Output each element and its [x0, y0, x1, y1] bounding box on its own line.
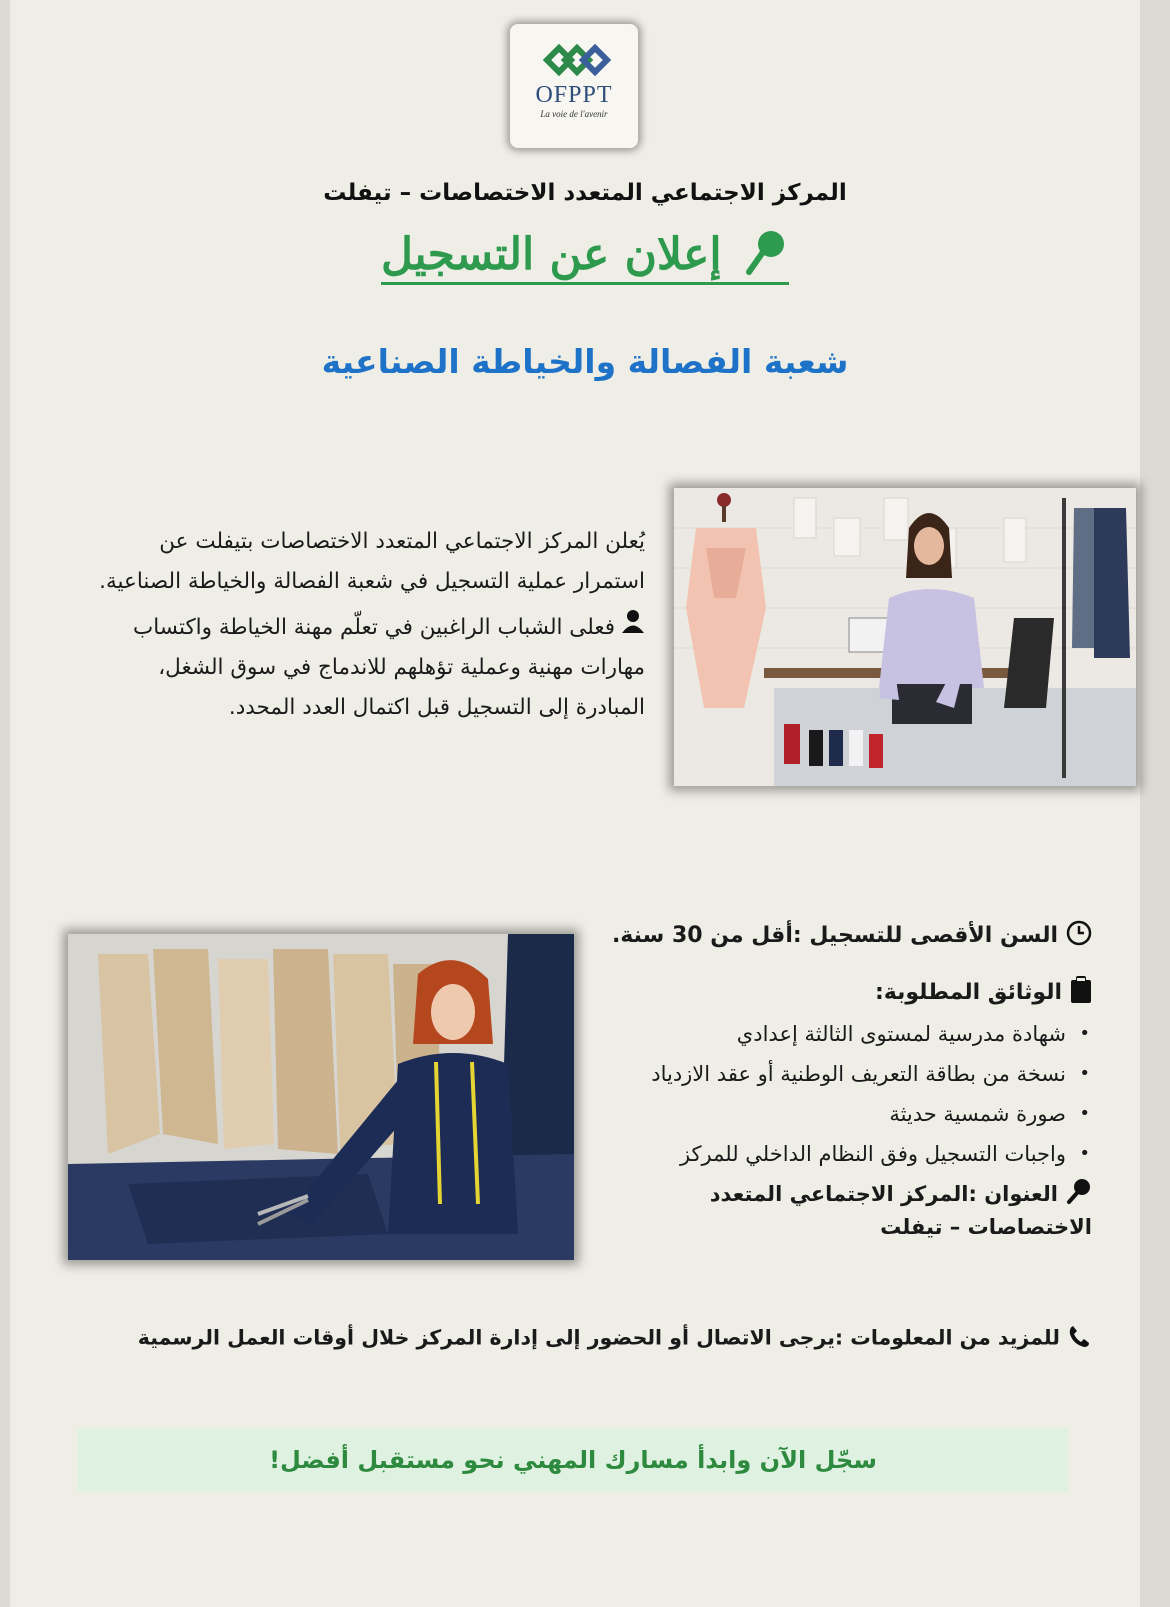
registration-details [600, 920, 1092, 1242]
document-item: • واجبات التسجيل وفق النظام الداخلي للمركز [600, 1134, 1066, 1174]
documents-list [600, 1014, 1092, 1174]
person-icon [621, 608, 645, 648]
clock-icon [1066, 920, 1092, 952]
intro-text [95, 522, 645, 734]
phone-icon [1068, 1324, 1090, 1353]
announcement-title [0, 228, 1170, 287]
branch-title: شعبة الفصالة والخياطة الصناعية [321, 342, 849, 381]
logo-name: OFPPT [535, 82, 613, 108]
photo-cutting-fabric [68, 934, 574, 1260]
document-item: • شهادة مدرسية لمستوى الثالثة إعدادي [600, 1014, 1066, 1054]
documents-heading: الوثائق المطلوبة: [600, 976, 1092, 1010]
ofppt-logo [510, 24, 638, 148]
center-name: المركز الاجتماعي المتعدد الاختصاصات – تيفلت [323, 180, 847, 206]
intro-paragraph-2: فعلى الشباب الراغبين في تعلّم مهنة الخياطة واكتساب مهارات مهنية وعملية تؤهلهم للاندماج في سوق الشغل، المبادرة إلى التسجيل قبل اكتمال العدد المحدد. [95, 608, 645, 728]
logo-tagline: La voie de l'avenir [540, 109, 608, 119]
more-info: للمزيد من المعلومات :يرجى الاتصال أو الحضور إلى إدارة المركز خلال أوقات العمل الرسمية [110, 1324, 1090, 1353]
photo-tailor-mannequin [674, 488, 1136, 786]
document-item: • نسخة من بطاقة التعريف الوطنية أو عقد الازدياد [600, 1054, 1066, 1094]
pin-icon [1066, 1178, 1092, 1212]
clipboard-icon [1070, 976, 1092, 1010]
call-to-action-banner: سجّل الآن وابدأ مسارك المهني نحو مستقبل أفضل! [78, 1428, 1068, 1492]
pin-icon [743, 228, 789, 287]
document-item: • صورة شمسية حديثة [600, 1094, 1066, 1134]
announcement-text: إعلان عن التسجيل [381, 229, 722, 280]
logo-diamonds-icon [531, 40, 617, 80]
max-age: السن الأقصى للتسجيل :أقل من 30 سنة. [600, 920, 1092, 952]
address: العنوان :المركز الاجتماعي المتعدد الاختصاصات – تيفلت [600, 1178, 1092, 1242]
intro-paragraph-1: يُعلن المركز الاجتماعي المتعدد الاختصاصات بتيفلت عن استمرار عملية التسجيل في شعبة الفصالة والخياطة الصناعية. [99, 529, 645, 594]
